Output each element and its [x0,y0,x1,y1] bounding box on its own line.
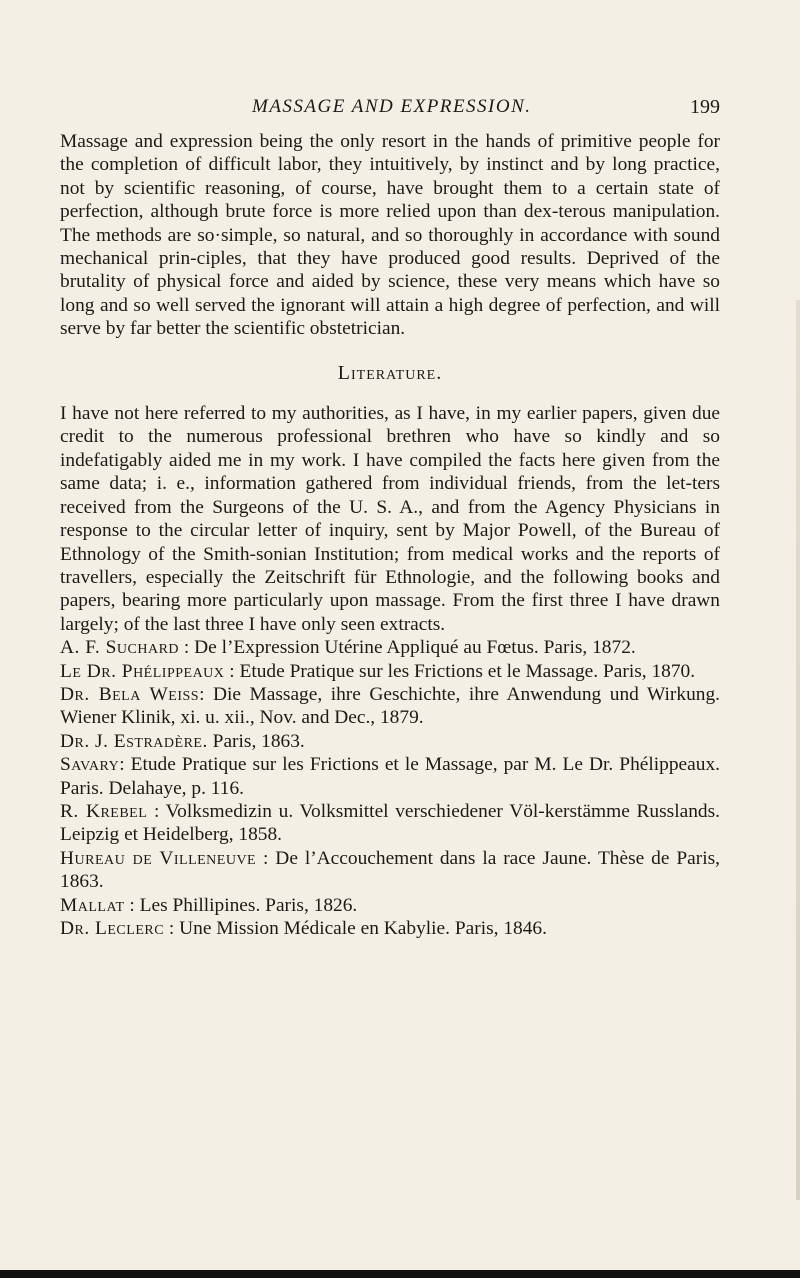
reference-text: : Volksmedizin u. Volksmittel verschiedener Völ-kerstämme Russlands. Leipzig et Heidelberg, 1858. [60,800,720,846]
reference-item [60,753,720,800]
reference-author: Dr. Leclerc [60,918,165,939]
paragraph-1: Massage and expression being the only resort in the hands of primitive people for the completion of difficult labor, they intuitively, by instinct and by long practice, not by scientific reasoning, of course, have brought them to a certain state of perfection, although brute force is more relied upon than dex-terous manipulation. The methods are so·simple, so natural, and so thoroughly in accordance with sound mechanical prin-ciples, that they have produced good results. Deprived of the brutality of physical force and aided by science, these very means which have so long and so well served the ignorant will attain a high degree of perfection, and will serve by far better the scientific obstetrician. [60,131,720,340]
page-number: 199 [690,96,720,118]
reference-author: Mallat [60,894,125,916]
reference-list [60,636,720,940]
reference-text: Paris, 1863. [207,730,305,752]
section-heading: Literature. [337,361,443,384]
reference-author: Dr. J. Estradère. [60,730,208,752]
reference-text: : Une Mission Médicale en Kabylie. Paris, 1846. [164,918,547,939]
page-edge-shadow [796,300,800,1200]
reference-item [60,847,720,894]
reference-text: : De l’Expression Utérine Appliqué au Fœtus. Paris, 1872. [179,637,636,659]
reference-item [60,636,720,659]
reference-text: : De l’Accouchement dans la race Jaune. Thèse de Paris, 1863. [60,847,720,893]
reference-author: Savary [60,754,120,776]
reference-author: A. F. Suchard [60,637,180,659]
reference-item [60,894,720,917]
reference-item [60,917,720,940]
reference-item [60,683,720,730]
page-body [60,130,720,940]
bottom-scan-edge [0,1270,800,1278]
reference-author: Le Dr. Phélippeaux [60,660,225,682]
paragraph-2: I have not here referred to my authorities, as I have, in my earlier papers, given due credit to the numerous professional brethren who have so kindly and so indefatigably aided me in my work. I have compiled the facts here given from the same data; i. e., information gathered from individual friends, from the let-ters received from the Surgeons of the U. S. A., and from the Agency Physicians in response to the circular letter of inquiry, sent by Major Powell, of the Bureau of Ethnology of the Smith-sonian Institution; from medical works and the reports of travellers, especially the Zeitschrift für Ethnologie, and the following books and papers, bearing more particularly upon massage. From the first three I have drawn largely; of the last three I have only seen extracts. [60,403,720,635]
reference-text: : Les Phillipines. Paris, 1826. [124,894,358,916]
reference-text: : Die Massage, ihre Geschichte, ihre Anwendung und Wirkung. Wiener Klinik, xi. u. xii., Nov. and Dec., 1879. [60,683,721,729]
reference-author: R. Krebel [60,800,148,822]
reference-text: : Etude Pratique sur les Frictions et le Massage. Paris, 1870. [224,660,696,682]
page-header [60,96,720,126]
reference-item [60,730,720,753]
reference-author: Dr. Bela Weiss [60,683,200,705]
running-head: MASSAGE AND EXPRESSION. [252,96,532,117]
reference-item [60,800,720,847]
reference-item [60,660,720,683]
reference-text: : Etude Pratique sur les Frictions et le Massage, par M. Le Dr. Phélippeaux. Paris. Delahaye, p. 116. [60,754,720,799]
reference-author: Hureau de Villeneuve [60,847,257,869]
